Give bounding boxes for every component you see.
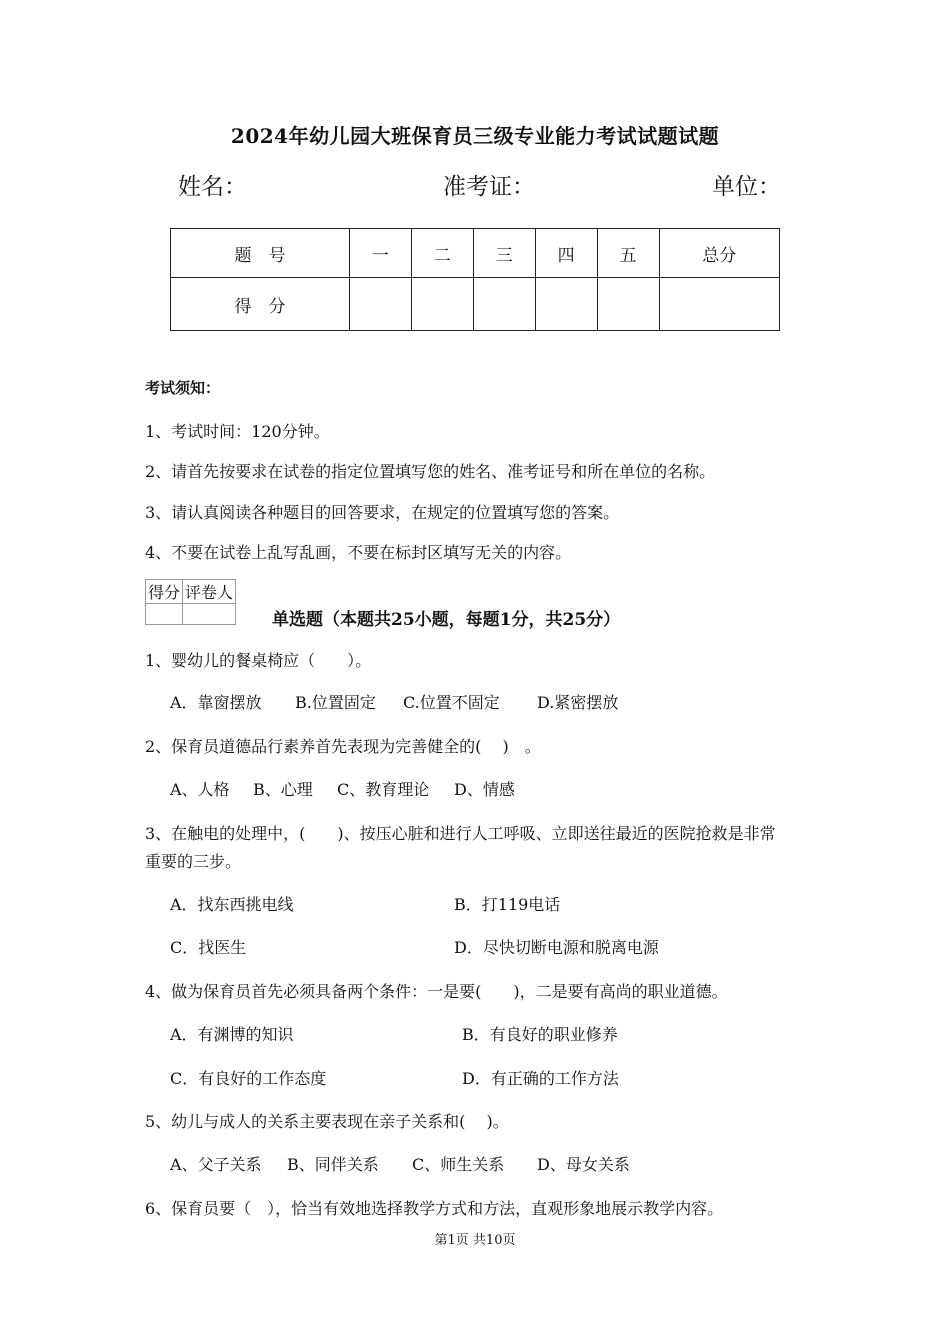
q4-option-d[interactable]: D．有正确的工作方法 (462, 1069, 619, 1088)
q3-option-b[interactable]: B．打119电话 (454, 895, 561, 914)
q5-option-c[interactable]: C、师生关系 (412, 1155, 505, 1174)
score-cell[interactable] (473, 278, 535, 331)
q5-option-d[interactable]: D、母女关系 (537, 1155, 630, 1174)
score-cell[interactable] (659, 278, 779, 331)
q4-option-b[interactable]: B．有良好的职业修养 (462, 1025, 618, 1044)
question-4: 4、做为保育员首先必须具备两个条件：一是要( )，二是要有高尚的职业道德。 (145, 982, 728, 1001)
question-3-continued: 重要的三步。 (145, 852, 242, 871)
page-footer: 第1页 共10页 (434, 1233, 516, 1248)
q2-option-d[interactable]: D、情感 (454, 780, 515, 799)
score-table (170, 228, 780, 331)
header-cell: 一 (349, 229, 411, 278)
q1-option-a[interactable]: A．靠窗摆放 (170, 693, 262, 712)
notice-item: 3、请认真阅读各种题目的回答要求，在规定的位置填写您的答案。 (145, 503, 620, 522)
header-cell: 题 号 (171, 229, 350, 278)
q4-option-c[interactable]: C．有良好的工作态度 (170, 1069, 327, 1088)
score-cell[interactable] (349, 278, 411, 331)
q3-option-d[interactable]: D．尽快切断电源和脱离电源 (454, 938, 659, 957)
score-table-score-row (171, 278, 780, 331)
exam-id-field-label: 准考证： (443, 174, 535, 200)
question-5: 5、幼儿与成人的关系主要表现在亲子关系和( )。 (145, 1112, 509, 1131)
header-cell: 总分 (659, 229, 779, 278)
section-title: 单选题（本题共25小题，每题1分，共25分） (272, 610, 621, 630)
q2-option-c[interactable]: C、教育理论 (337, 780, 430, 799)
q2-option-a[interactable]: A、人格 (170, 780, 230, 799)
score-cell[interactable] (411, 278, 473, 331)
q3-option-c[interactable]: C．找医生 (170, 938, 247, 957)
header-cell: 五 (597, 229, 659, 278)
question-1: 1、婴幼儿的餐桌椅应（ ）。 (145, 651, 372, 670)
q4-option-a[interactable]: A．有渊博的知识 (170, 1025, 294, 1044)
question-3: 3、在触电的处理中，( )、按压心脏和进行人工呼吸、立即送往最近的医院抢救是非常 (145, 824, 776, 843)
q1-option-b[interactable]: B.位置固定 (295, 693, 376, 712)
question-2: 2、保育员道德品行素养首先表现为完善健全的( ) 。 (145, 737, 541, 756)
q5-option-b[interactable]: B、同伴关系 (287, 1155, 379, 1174)
q5-option-a[interactable]: A、父子关系 (170, 1155, 262, 1174)
unit-field-label: 单位： (712, 174, 781, 200)
grader-reviewer-cell[interactable] (183, 604, 236, 625)
grader-score-label: 得分 (146, 580, 183, 604)
notice-item: 4、不要在试卷上乱写乱画，不要在标封区填写无关的内容。 (145, 543, 572, 562)
grader-score-cell[interactable] (146, 604, 183, 625)
header-cell: 四 (535, 229, 597, 278)
score-cell[interactable] (535, 278, 597, 331)
score-cell[interactable] (597, 278, 659, 331)
score-row-label: 得 分 (171, 278, 350, 331)
q2-option-b[interactable]: B、心理 (253, 780, 313, 799)
q1-option-d[interactable]: D.紧密摆放 (537, 693, 619, 712)
page-title: 2024年幼儿园大班保育员三级专业能力考试试题试题 (230, 124, 720, 148)
header-cell: 三 (473, 229, 535, 278)
header-cell: 二 (411, 229, 473, 278)
grader-table (145, 579, 236, 625)
notice-heading: 考试须知： (145, 379, 221, 397)
notice-item: 1、考试时间：120分钟。 (145, 422, 330, 441)
notice-item: 2、请首先按要求在试卷的指定位置填写您的姓名、准考证号和所在单位的名称。 (145, 462, 716, 481)
q1-option-c[interactable]: C.位置不固定 (403, 693, 500, 712)
question-6: 6、保育员要（ ），恰当有效地选择教学方式和方法，直观形象地展示教学内容。 (145, 1199, 724, 1218)
grader-reviewer-label: 评卷人 (183, 580, 236, 604)
name-field-label: 姓名： (178, 174, 247, 200)
q3-option-a[interactable]: A．找东西挑电线 (170, 895, 294, 914)
score-table-header-row (171, 229, 780, 278)
